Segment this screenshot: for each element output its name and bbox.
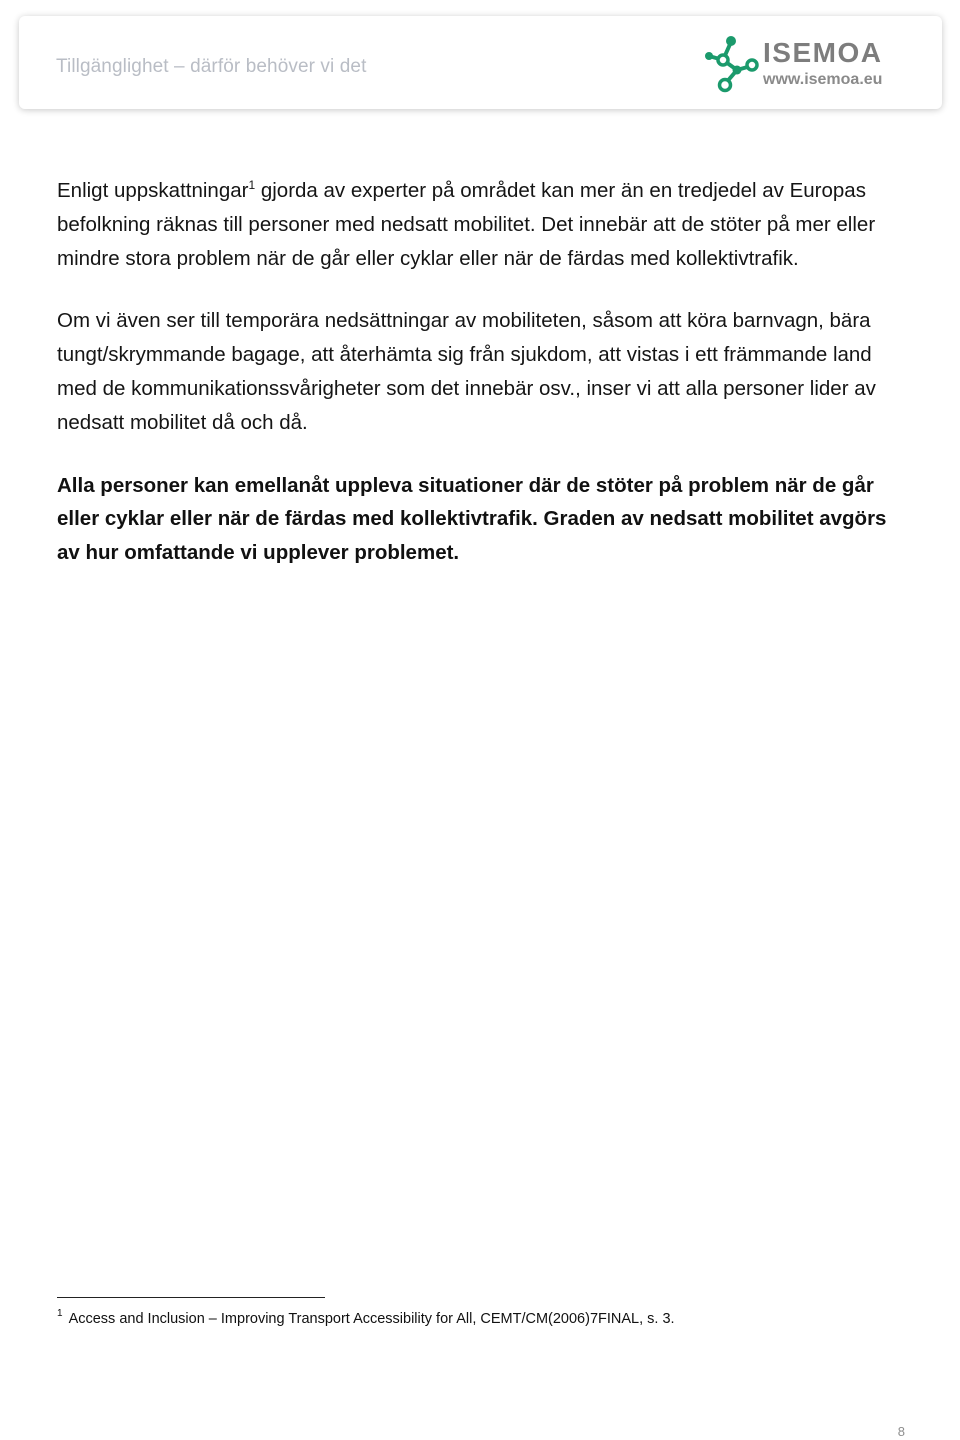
paragraph-1-start: Enligt uppskattningar [57, 179, 249, 202]
logo-url: www.isemoa.eu [763, 71, 883, 88]
paragraph-1 [57, 174, 905, 275]
isemoa-logo [701, 34, 901, 104]
footnote-divider [57, 1297, 325, 1298]
footnote-number: 1 [57, 1308, 63, 1319]
paragraph-2: Om vi även ser till temporära nedsättningar av mobiliteten, såsom att köra barnvagn, bära tungt/skrymmande bagage, att återhämta sig från sjukdom, att vistas i ett främmande land med de kommunikationssvårigheter som det innebär osv., inser vi att alla personer lider av nedsatt mobilitet då och då. [57, 309, 876, 434]
page-number: 8 [897, 1424, 905, 1439]
footnote [57, 1308, 675, 1327]
page-header [19, 16, 942, 109]
paragraph-3-bold: Alla personer kan emellanåt uppleva situationer där de stöter på problem när de går eller cyklar eller när de färdas med kollektivtrafik. Graden av nedsatt mobilitet avgörs av hur omfattande vi upplever problemet. [57, 473, 887, 565]
isemoa-molecule-logo-icon [701, 34, 761, 94]
paragraph-1-rest: gjorda av experter på området kan mer än en tredjedel av Europas befolkning räknas till personer med nedsatt mobilitet. Det innebär att de stöter på mer eller mindre stora problem när de går eller cyklar eller när de färdas med kollektivtrafik. [57, 179, 876, 270]
document-body [57, 174, 905, 599]
header-title: Tillgänglighet – därför behöver vi det [56, 56, 367, 77]
footnote-reference: 1 [248, 178, 256, 192]
footnote-text: Access and Inclusion – Improving Transport Accessibility for All, CEMT/CM(2006)7FINAL, s. 3. [68, 1311, 675, 1327]
logo-wordmark: ISEMOA [763, 37, 883, 68]
